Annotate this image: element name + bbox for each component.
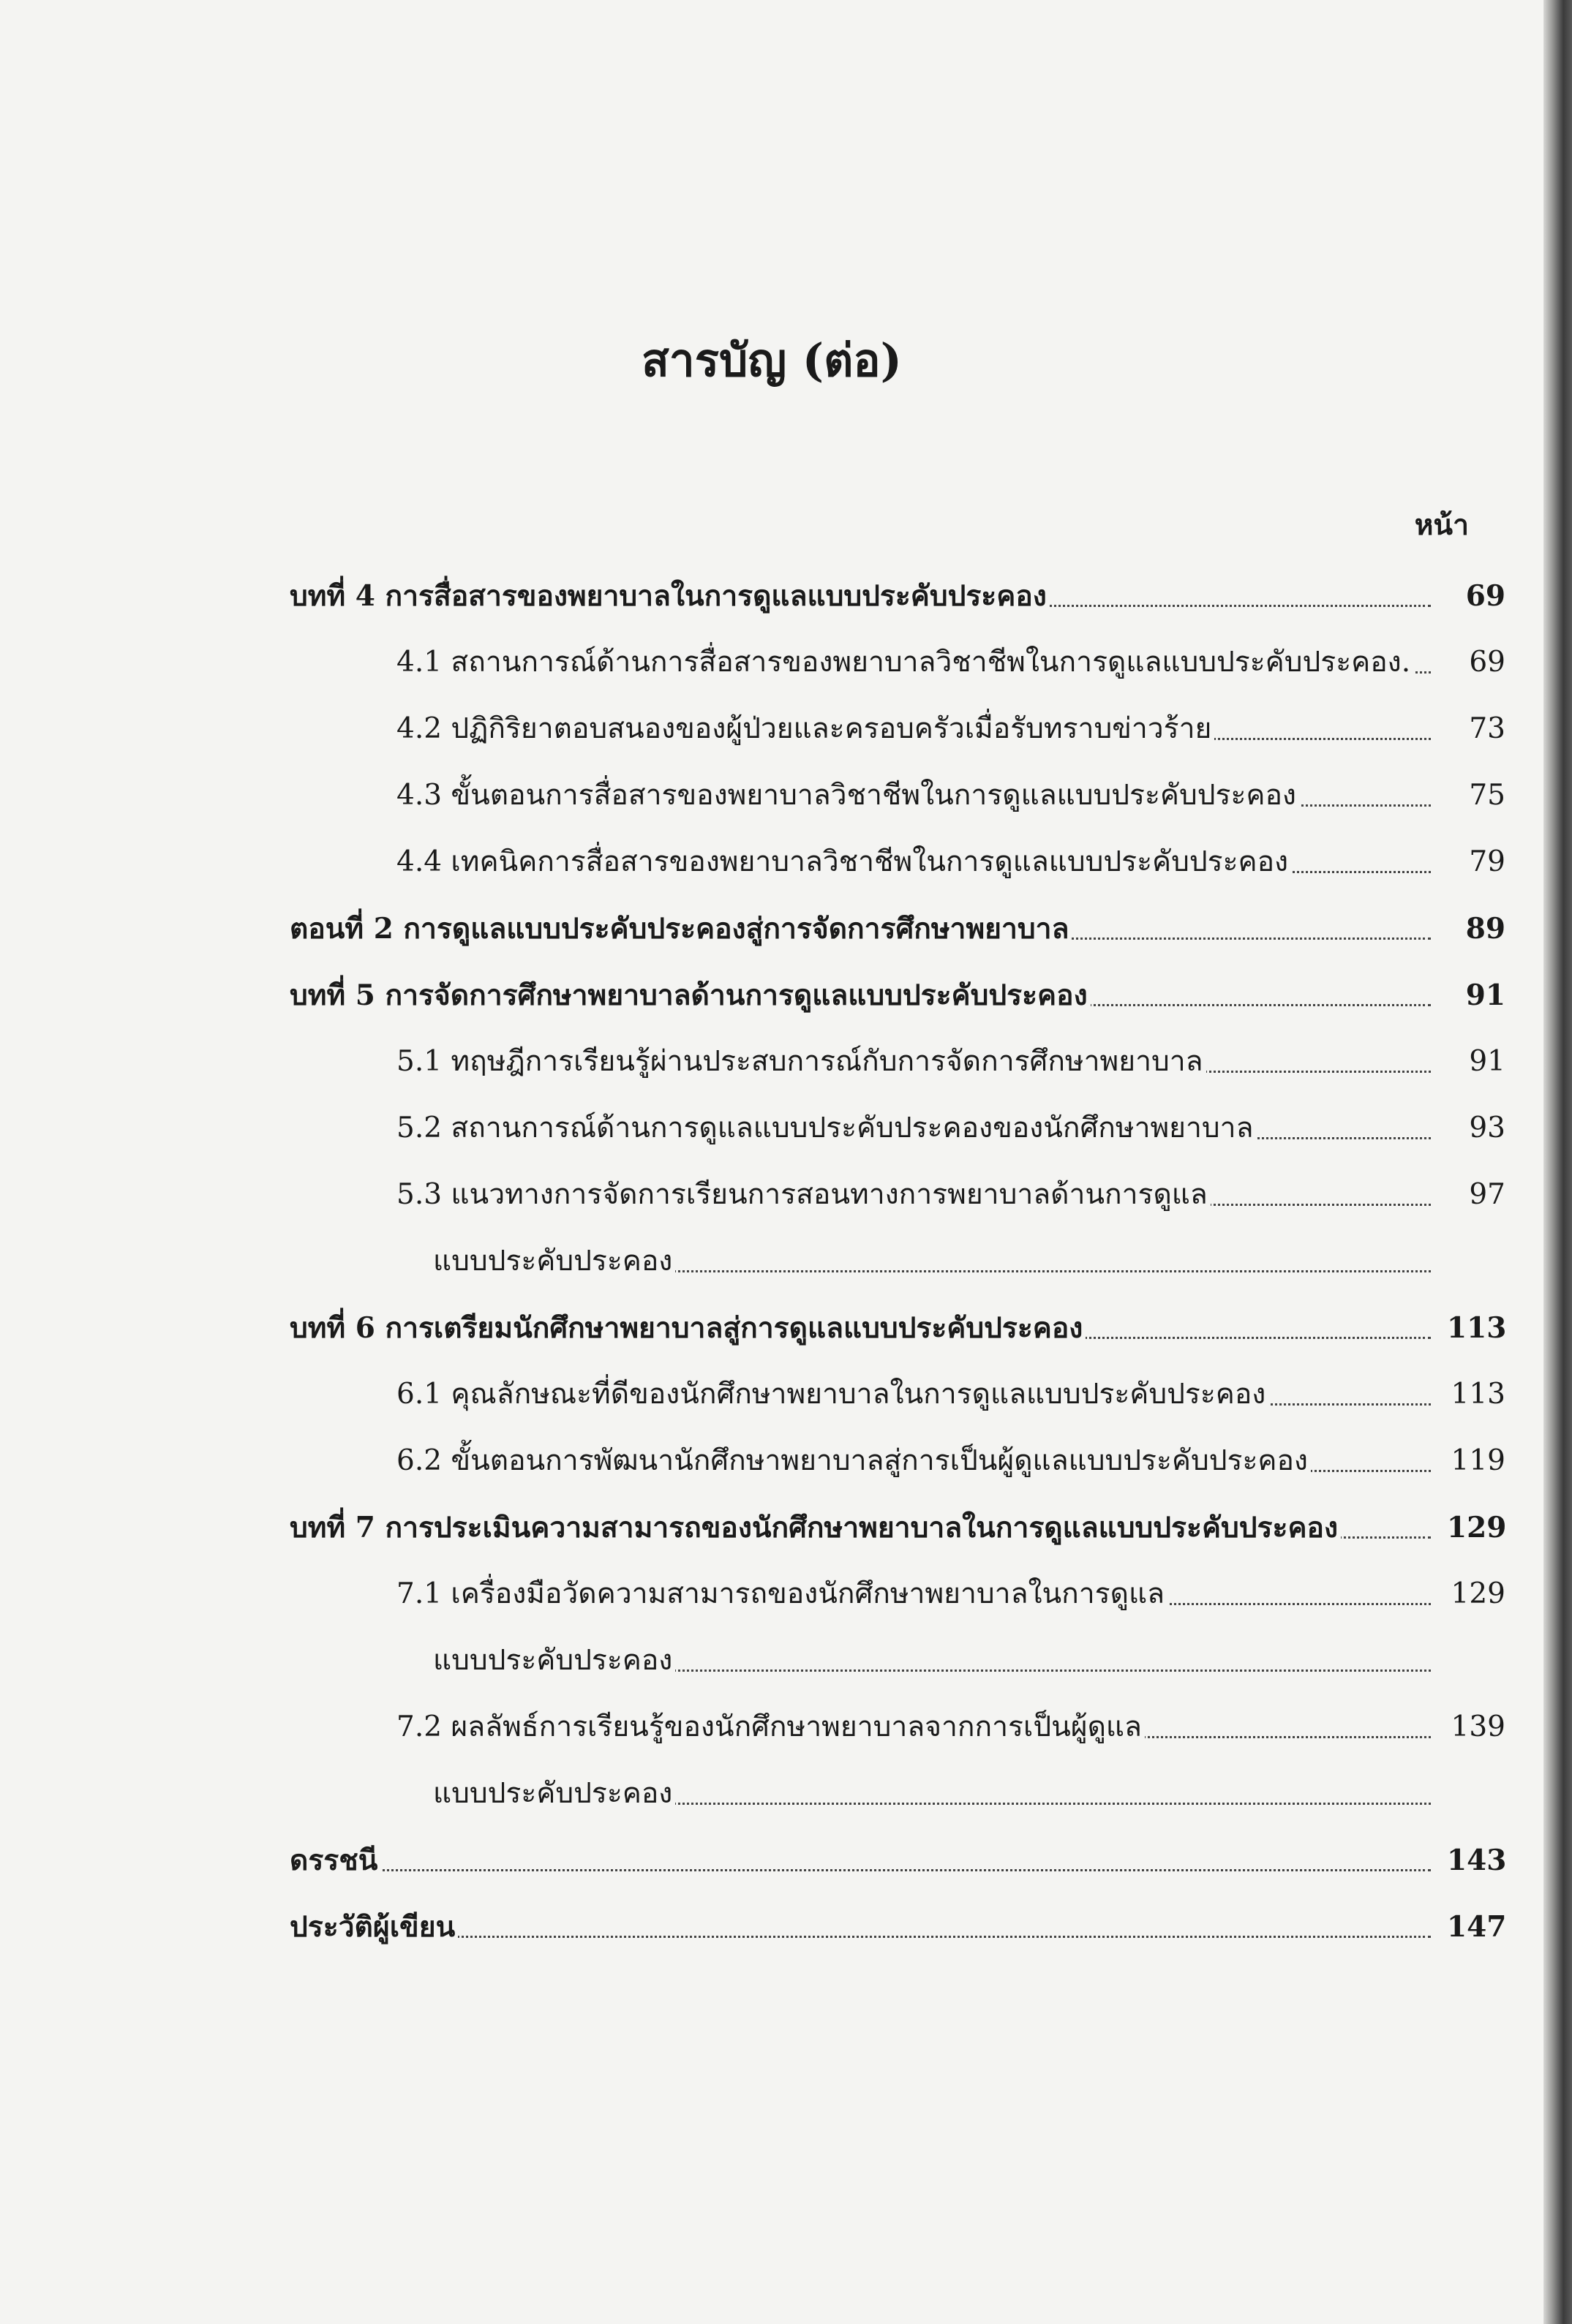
toc-entry-6-2: [290, 1437, 1505, 1485]
toc-entry-text: 4.1 สถานการณ์ด้านการสื่อสารของพยาบาลวิชาชีพในการดูแลแบบประคับประคอง.: [396, 646, 1413, 679]
toc-entry-4-2: [290, 705, 1505, 753]
toc-entry-text: 7.1 เครื่องมือวัดความสามารถของนักศึกษาพยาบาลในการดูแล: [396, 1577, 1167, 1610]
toc-entry-text: 6.1 คุณลักษณะที่ดีของนักศึกษาพยาบาลในการดูแลแบบประคับประคอง: [396, 1378, 1268, 1411]
toc-entry-author-biography: [290, 1903, 1505, 1951]
toc-entry-index: [290, 1836, 1505, 1885]
toc-entry-text: 5.2 สถานการณ์ด้านการดูแลแบบประคับประคองของนักศึกษาพยาบาล: [396, 1112, 1257, 1144]
toc-entry-text: 5.3 แนวทางการจัดการเรียนการสอนทางการพยาบาลด้านการดูแล: [396, 1178, 1211, 1211]
toc-entry-text: บทที่ 4 การสื่อสารของพยาบาลในการดูแลแบบประคับประคอง: [290, 579, 1050, 613]
toc-entry-page: 79: [1469, 845, 1505, 878]
toc-entry-chapter-6: [290, 1304, 1505, 1352]
toc-entry-page: 91: [1465, 978, 1505, 1012]
toc-entry-text: 4.3 ขั้นตอนการสื่อสารของพยาบาลวิชาชีพในการดูแลแบบประคับประคอง: [396, 779, 1299, 812]
toc-entry-text: แบบประคับประคอง: [433, 1245, 675, 1278]
toc-entry-text: แบบประคับประคอง: [433, 1777, 675, 1810]
toc-entry-part-2: [290, 905, 1505, 953]
toc-entry-page: 143: [1447, 1844, 1507, 1877]
toc-entry-page: 73: [1469, 712, 1505, 745]
toc-entry-4-1: [290, 638, 1505, 687]
toc-entry-page: 129: [1447, 1511, 1507, 1544]
toc-entry-5-2: [290, 1104, 1505, 1152]
page-binding-edge: [1543, 0, 1572, 2324]
toc-entry-text: บทที่ 5 การจัดการศึกษาพยาบาลด้านการดูแลแบบประคับประคอง: [290, 978, 1091, 1012]
toc-entry-page: 147: [1447, 1910, 1507, 1944]
toc-entry-text: บทที่ 7 การประเมินความสามารถของนักศึกษาพยาบาลในการดูแลแบบประคับประคอง: [290, 1511, 1341, 1544]
toc-entry-text: ประวัติผู้เขียน: [290, 1910, 458, 1944]
toc-entry-page: 89: [1465, 912, 1505, 946]
toc-entry-page: 75: [1469, 779, 1505, 812]
toc-entry-chapter-7: [290, 1504, 1505, 1552]
page-title: สารบัญ (ต่อ): [642, 333, 902, 387]
toc-entry-text: ดรรชนี: [290, 1844, 380, 1877]
page-column-header: หน้า: [1414, 508, 1469, 542]
toc-entry-text: 7.2 ผลลัพธ์การเรียนรู้ของนักศึกษาพยาบาลจากการเป็นผู้ดูแล: [396, 1710, 1145, 1743]
toc-entry-page: 139: [1451, 1710, 1505, 1743]
toc-entry-text: 6.2 ขั้นตอนการพัฒนานักศึกษาพยาบาลสู่การเป็นผู้ดูแลแบบประคับประคอง: [396, 1444, 1311, 1477]
toc-entry-5-1: [290, 1038, 1505, 1086]
toc-entry-5-3: [290, 1171, 1505, 1219]
toc-entry-page: 113: [1451, 1378, 1505, 1411]
toc-entry-text: 4.2 ปฏิกิริยาตอบสนองของผู้ป่วยและครอบครัวเมื่อรับทราบข่าวร้าย: [396, 712, 1214, 745]
toc-entry-text: 5.1 ทฤษฎีการเรียนรู้ผ่านประสบการณ์กับการจัดการศึกษาพยาบาล: [396, 1045, 1206, 1078]
toc-entry-page: 129: [1451, 1577, 1505, 1610]
toc-entry-page: 93: [1469, 1112, 1505, 1144]
toc-entry-page: 113: [1447, 1311, 1507, 1345]
toc-entry-4-4: [290, 838, 1505, 886]
toc-entry-6-1: [290, 1370, 1505, 1419]
toc-entry-chapter-5: [290, 971, 1505, 1019]
toc-entry-page: 97: [1469, 1178, 1505, 1211]
toc-entry-7-1: [290, 1570, 1505, 1618]
toc-entry-page: 69: [1469, 646, 1505, 679]
toc-entry-text: แบบประคับประคอง: [433, 1644, 675, 1677]
toc-entry-page: 119: [1451, 1444, 1505, 1477]
toc-entry-7-2-continued: [290, 1770, 1505, 1818]
toc-entry-7-1-continued: [290, 1637, 1505, 1685]
toc-entry-page: 69: [1465, 579, 1505, 613]
toc-entry-text: 4.4 เทคนิคการสื่อสารของพยาบาลวิชาชีพในการดูแลแบบประคับประคอง: [396, 845, 1291, 878]
toc-entry-chapter-4: [290, 572, 1505, 620]
toc-entry-7-2: [290, 1703, 1505, 1751]
toc-entry-page: 91: [1469, 1045, 1505, 1078]
toc-entry-text: ตอนที่ 2 การดูแลแบบประคับประคองสู่การจัดการศึกษาพยาบาล: [290, 912, 1072, 946]
toc-entry-text: บทที่ 6 การเตรียมนักศึกษาพยาบาลสู่การดูแลแบบประคับประคอง: [290, 1311, 1086, 1345]
toc-entry-5-3-continued: [290, 1237, 1505, 1286]
toc-entry-4-3: [290, 771, 1505, 820]
